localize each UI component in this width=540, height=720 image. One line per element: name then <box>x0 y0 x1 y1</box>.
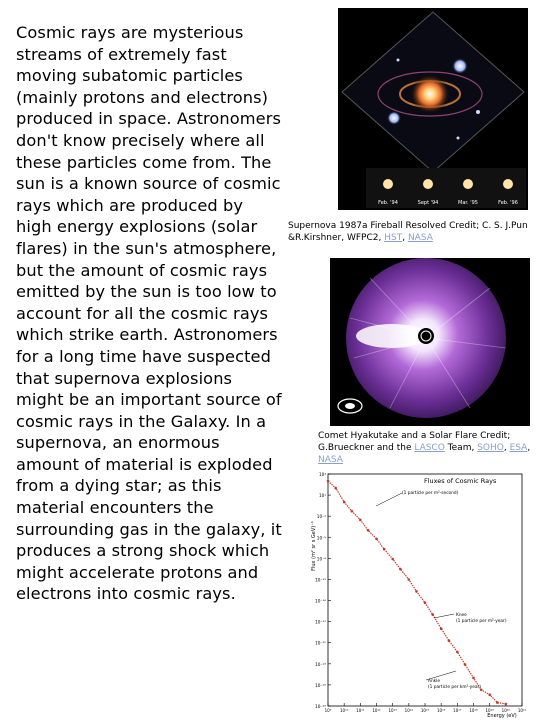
flux-data-point <box>375 538 378 541</box>
flux-data-point <box>343 501 346 504</box>
comet-image <box>330 258 530 426</box>
y-tick-label: 10⁻²⁰ <box>315 640 326 646</box>
flux-data-point <box>391 558 394 561</box>
x-axis-label: Energy (eV) <box>487 713 517 719</box>
y-tick-label: 10⁻¹¹ <box>315 577 326 583</box>
x-tick-label: 10¹⁸ <box>469 708 478 713</box>
flux-data-point <box>431 613 434 616</box>
article-text: Cosmic rays are mysterious streams of extremely fast moving subatomic particles (mainly protons and electrons) produced in space. Astronomers don't know precisely where all these particles come from. The sun is a known source of cosmic rays which are produced by high energy explosions (solar flares) in the sun's atmosphere, but the amount of cosmic rays emitted by the sun is too low to account for all the cosmic rays which strike earth. Astronomers for a long time have suspected that supernova explosions might be an important source of cosmic rays in the Galaxy. In a supernova, an enormous amount of material is exploded from a dying star; as this material encounters the surrounding gas in the galaxy, it produces a strong shock which might accelerate protons and electrons into cosmic rays. <box>16 23 282 604</box>
y-tick-label: 10⁻¹⁴ <box>315 598 326 604</box>
x-tick-label: 10¹² <box>372 708 381 713</box>
nasa-link[interactable]: NASA <box>407 233 433 243</box>
flux-data-point <box>367 529 370 532</box>
chart-annotation: (1 particle per m²-year) <box>456 619 507 624</box>
supernova-frame-label: Mar. '95 <box>458 200 478 206</box>
y-tick-label: 10⁴ <box>318 472 326 477</box>
comet-caption <box>318 430 534 466</box>
supernova-frame-dot <box>383 179 393 189</box>
supernova-caption <box>288 220 534 244</box>
chart-annotation: Ankle <box>428 679 440 684</box>
soho-link[interactable]: SOHO <box>477 443 504 453</box>
supernova-frame-label: Feb. '96 <box>498 200 518 206</box>
caption-separator: , <box>527 443 531 453</box>
flux-data-point <box>456 651 459 654</box>
flux-data-point <box>464 663 467 666</box>
x-tick-label: 10¹¹ <box>356 708 365 713</box>
flux-data-point <box>399 568 402 571</box>
flux-data-point <box>424 601 427 604</box>
y-tick-label: 10⁻²⁹ <box>315 704 326 709</box>
y-tick-label: 10⁻⁸ <box>316 556 326 562</box>
caption-team-text: Team, <box>444 443 478 453</box>
flux-data-point <box>334 487 337 490</box>
y-tick-label: 10⁻⁵ <box>316 535 326 541</box>
flux-data-point <box>488 693 491 696</box>
x-tick-label: 10²⁰ <box>501 708 510 713</box>
x-tick-label: 10¹⁹ <box>485 708 494 713</box>
y-tick-label: 10⁻²³ <box>315 661 326 667</box>
y-tick-label: 10⁻² <box>316 514 326 520</box>
flux-data-point <box>383 548 386 551</box>
hst-link[interactable]: HST <box>384 233 403 243</box>
chart-annotation: Knee <box>456 613 467 618</box>
y-tick-label: 10⁻¹⁷ <box>315 619 326 625</box>
x-tick-label: 10²¹ <box>517 708 527 713</box>
chart-annotation: (1 particle per m²-second) <box>402 491 459 496</box>
y-tick-label: 10¹ <box>318 493 326 499</box>
lasco-link[interactable]: LASCO <box>414 443 445 453</box>
y-axis-label: Flux (m² sr s GeV)⁻¹ <box>311 521 317 571</box>
chart-title: Fluxes of Cosmic Rays <box>424 477 497 485</box>
flux-data-point <box>351 510 354 513</box>
x-tick-label: 10¹⁶ <box>437 708 446 713</box>
x-tick-label: 10¹⁷ <box>453 708 462 713</box>
flux-data-point <box>408 578 411 581</box>
cosmic-ray-flux-chart <box>306 466 532 720</box>
y-tick-label: 10⁻²⁶ <box>315 682 326 688</box>
flux-data-point <box>327 480 330 483</box>
x-tick-label: 10⁹ <box>324 708 332 713</box>
comet-caption-text: Comet Hyakutake and a Solar Flare Credit; G.Brueckner and the <box>318 431 511 453</box>
supernova-caption-text: Supernova 1987a Fireball Resolved Credit; C. S. J.Pun &R.Kirshner, WFPC2, <box>288 221 528 243</box>
supernova-frame-label: Sept '94 <box>417 200 439 206</box>
nasa-link[interactable]: NASA <box>318 455 343 465</box>
caption-separator: , <box>402 233 408 243</box>
esa-link[interactable]: ESA <box>509 443 528 453</box>
x-tick-label: 10¹⁰ <box>340 708 349 713</box>
flux-data-point <box>505 703 508 706</box>
supernova-frame-dot <box>463 179 473 189</box>
supernova-frame-label: Feb. '94 <box>378 200 398 206</box>
flux-data-point <box>496 701 499 704</box>
x-tick-label: 10¹³ <box>388 708 397 713</box>
x-tick-label: 10¹⁵ <box>420 708 430 713</box>
x-tick-label: 10¹⁴ <box>404 708 413 713</box>
supernova-frame-dot <box>503 179 513 189</box>
caption-separator: , <box>503 443 510 453</box>
chart-annotation: (1 particle per km²-year) <box>428 685 481 690</box>
supernova-frame-dot <box>423 179 433 189</box>
supernova-image <box>338 8 528 210</box>
flux-data-point <box>440 627 443 630</box>
flux-data-point <box>472 677 475 680</box>
flux-data-point <box>448 639 451 642</box>
flux-data-point <box>415 590 418 593</box>
flux-data-point <box>359 519 362 522</box>
